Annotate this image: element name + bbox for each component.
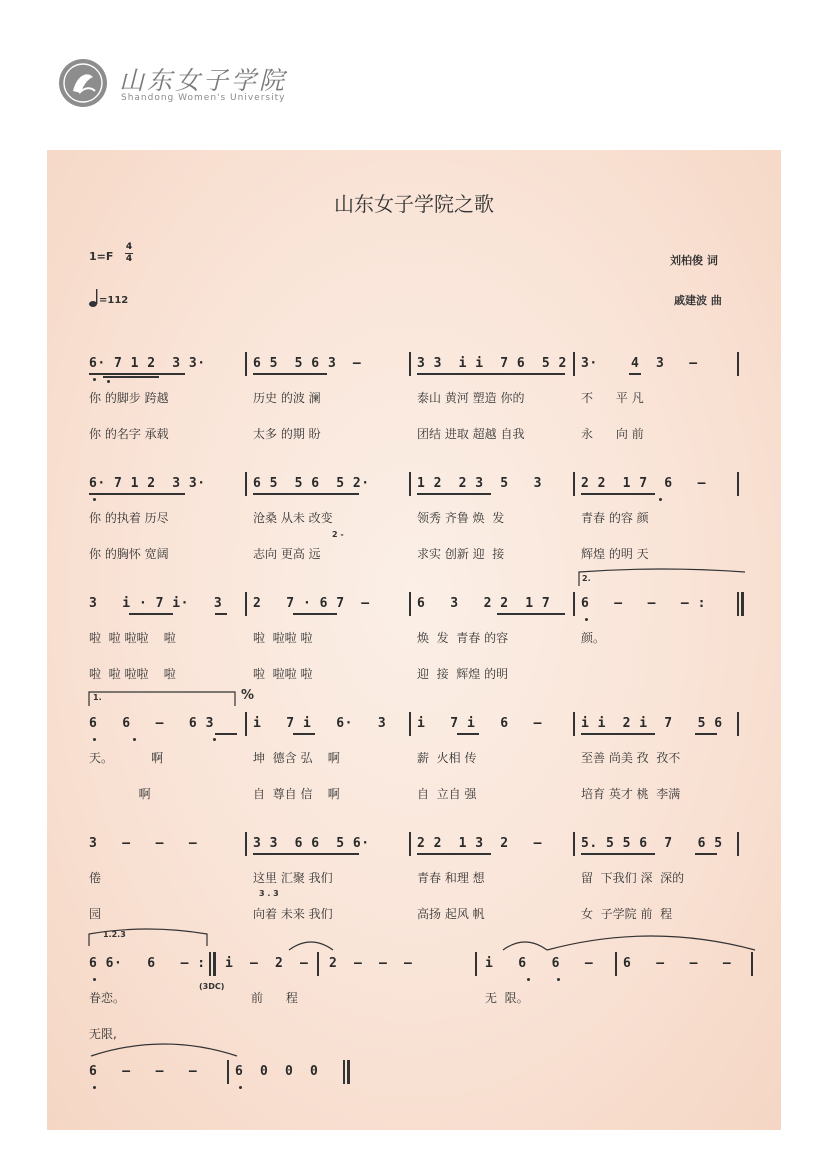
score-sheet [47, 150, 781, 1130]
volta-bracket [87, 688, 237, 708]
lyric-line-1: 不 平 凡 [581, 391, 644, 405]
measure: 6 – – – [623, 956, 732, 971]
lyric-line-2: 太多 的期 盼 [253, 427, 321, 441]
measure: 6 5 5 6 5 2· [253, 476, 370, 491]
lyric-line-2: 园 [89, 907, 102, 921]
lyric-line-1: 领秀 齐鲁 焕 发 [417, 511, 505, 525]
bar-line [409, 832, 411, 856]
university-logo [57, 57, 297, 113]
measure: 3 i · 7 i· 3 [89, 596, 223, 611]
university-seal-icon [57, 57, 109, 109]
low-octave-dot [93, 978, 96, 981]
volta-mark: 1. [93, 693, 102, 702]
lyric-line-2: 迎 接 辉煌 的明 [417, 667, 509, 681]
lyricist-credit: 刘柏俊 词 [670, 254, 718, 267]
logo-english-name: Shandong Women's University [121, 93, 286, 103]
beam-line [215, 613, 227, 615]
tie-arc [89, 1038, 239, 1058]
measure: i 6 6 – [485, 956, 594, 971]
lyric-line-1: 薪 火相 传 [417, 751, 477, 765]
logo-chinese-name: 山东女子学院 [119, 66, 288, 95]
tie-arc [545, 932, 757, 952]
measure: 6 – – – [89, 1064, 198, 1079]
final-bar-line-thick [741, 592, 744, 616]
beam-line [417, 493, 491, 495]
beam-line [695, 853, 717, 855]
beam-line [417, 373, 565, 375]
volta-bracket [577, 568, 747, 588]
beam-line [129, 613, 173, 615]
tempo-mark: =112 [99, 295, 129, 306]
lyric-line-1: 青春 和理 想 [417, 871, 485, 885]
beam-line [89, 373, 185, 375]
lyric-line-1: 颜。 [581, 631, 606, 645]
beam-line [253, 493, 359, 495]
lyric-line-1: 历史 的波 澜 [253, 391, 321, 405]
low-octave-dot [93, 738, 96, 741]
tie-arc [287, 938, 335, 952]
lyric-line-1: 焕 发 青春 的容 [417, 631, 509, 645]
measure: 6 6 – 6 3 [89, 716, 214, 731]
bar-line [245, 592, 247, 616]
beam-line [89, 493, 185, 495]
beam-line [417, 853, 491, 855]
bar-line [245, 712, 247, 736]
lyric-line-1: 你 的执着 历尽 [89, 511, 169, 525]
lyric-line-2: 啦 啦啦 啦 [253, 667, 313, 681]
bar-line [615, 952, 617, 976]
lyric-line-2: 自 尊自 信 啊 [253, 787, 340, 801]
bar-line [573, 352, 575, 376]
lyric-line-1: 至善 尚美 孜 孜不 [581, 751, 681, 765]
lyric-line-2: 培育 英才 桃 李满 [581, 787, 681, 801]
lyric-line-2: 啊 [89, 787, 151, 801]
beam-line [253, 853, 359, 855]
time-signature [125, 243, 133, 264]
volta-mark: 1.2.3 [103, 930, 126, 939]
beam-line [695, 733, 717, 735]
measure: 3 3 6 6 5 6· [253, 836, 370, 851]
lyric-line-1: 泰山 黄河 塑造 你的 [417, 391, 525, 405]
beam-line [581, 853, 655, 855]
segno-mark: % [241, 688, 255, 703]
measure: 2 7 · 6 7 – [253, 596, 370, 611]
bar-line [573, 472, 575, 496]
lyric-line-2: 志向 更高 远 [253, 547, 321, 561]
low-octave-dot [239, 1086, 242, 1089]
song-title: 山东女子学院之歌 [334, 192, 494, 216]
bar-line [573, 832, 575, 856]
beam-line [581, 493, 655, 495]
lyric-line-1: 无 限。 [485, 991, 529, 1005]
lyric-line-1: 倦 [89, 871, 102, 885]
lyric-line-1: 啦 啦 啦啦 啦 [89, 631, 176, 645]
beam-line [457, 733, 479, 735]
low-octave-dot [133, 738, 136, 741]
lyric-line-2: 啦 啦 啦啦 啦 [89, 667, 176, 681]
low-octave-dot [585, 618, 588, 621]
final-bar-line-thick [347, 1060, 350, 1084]
time-signature-bottom: 4 [125, 254, 133, 264]
lyric-line-2: 你 的名字 承载 [89, 427, 169, 441]
dc-mark: (3DC) [199, 982, 225, 991]
variant-note: 3 . 3 [259, 889, 279, 898]
time-signature-top: 4 [125, 242, 133, 252]
variant-note: 2 - [332, 530, 344, 539]
final-bar-line [737, 592, 739, 616]
bar-line [573, 712, 575, 736]
repeat-bar-line [209, 952, 211, 976]
quarter-note-icon [89, 288, 99, 308]
key-signature: 1=F [89, 250, 114, 263]
measure: 3· 4 3 – [581, 356, 698, 371]
bar-line [737, 472, 739, 496]
bar-line [409, 592, 411, 616]
bar-line [475, 952, 477, 976]
lyric-line-1: 青春 的容 颜 [581, 511, 649, 525]
bar-line [573, 592, 575, 616]
measure: i – 2 – [225, 956, 309, 971]
low-octave-dot [527, 978, 530, 981]
repeat-bar-line-thick [213, 952, 216, 976]
volta-mark: 2. [582, 574, 591, 583]
measure: 5. 5 5 6 7 6 5 [581, 836, 723, 851]
bar-line [737, 352, 739, 376]
lyric-line-2: 求实 创新 迎 接 [417, 547, 505, 561]
lyric-line-1: 沧桑 从未 改变 [253, 511, 333, 525]
beam-line [215, 733, 237, 735]
measure: i 7 i 6· 3 [253, 716, 387, 731]
bar-line [737, 712, 739, 736]
beam-line [497, 613, 565, 615]
low-octave-dot [213, 738, 216, 741]
lyric-line-2: 女 子学院 前 程 [581, 907, 673, 921]
lyric-line-1: 这里 汇聚 我们 [253, 871, 333, 885]
bar-line [737, 832, 739, 856]
lyric-line-2: 无限, [89, 1027, 117, 1041]
measure: i 7 i 6 – [417, 716, 542, 731]
lyric-line-1: 留 下我们 深 深的 [581, 871, 685, 885]
lyric-line-1: 坤 德含 弘 啊 [253, 751, 340, 765]
bar-line [409, 712, 411, 736]
lyric-line-2: 向着 未来 我们 [253, 907, 333, 921]
bar-line [409, 472, 411, 496]
lyric-line-1: 眷恋。 [89, 991, 126, 1005]
lyric-line-2: 你 的胸怀 宽阔 [89, 547, 169, 561]
bar-line [317, 952, 319, 976]
measure: 6 5 5 6 3 – [253, 356, 362, 371]
lyric-line-2: 团结 进取 超越 自我 [417, 427, 525, 441]
low-octave-dot [659, 498, 662, 501]
measure: i i 2 i 7 5 6 [581, 716, 723, 731]
beam-line [293, 733, 315, 735]
lyric-line-2: 自 立自 强 [417, 787, 477, 801]
lyric-line-2: 辉煌 的明 天 [581, 547, 649, 561]
bar-line [245, 832, 247, 856]
measure: 6 3 2 2 1 7 [417, 596, 551, 611]
lyric-line-1: 前 程 [251, 991, 298, 1005]
measure: 6 0 0 0 [235, 1064, 319, 1079]
lyric-line-2: 高扬 起风 帆 [417, 907, 485, 921]
bar-line [751, 952, 753, 976]
measure: 6· 7 1 2 3 3· [89, 476, 206, 491]
composer-credit: 戚建波 曲 [674, 294, 722, 307]
tie-arc [501, 938, 549, 952]
measure: 3 3 i i 7 6 5 2 [417, 356, 567, 371]
low-octave-dot [107, 380, 110, 383]
measure: 6· 7 1 2 3 3· [89, 356, 206, 371]
bar-line [245, 472, 247, 496]
lyric-line-2: 永 向 前 [581, 427, 644, 441]
beam-line [581, 733, 655, 735]
lyric-line-1: 你 的脚步 跨越 [89, 391, 169, 405]
low-octave-dot [93, 1086, 96, 1089]
measure: 6 – – – : [581, 596, 706, 611]
measure: 2 2 1 7 6 – [581, 476, 706, 491]
measure: 3 – – – [89, 836, 198, 851]
bar-line [409, 352, 411, 376]
beam-line [253, 373, 327, 375]
measure: 1 2 2 3 5 3 [417, 476, 542, 491]
lyric-line-1: 天。 啊 [89, 751, 164, 765]
low-octave-dot [557, 978, 560, 981]
measure: 2 2 1 3 2 – [417, 836, 542, 851]
low-octave-dot [93, 498, 96, 501]
measure: 2 – – – [329, 956, 413, 971]
beam-line [629, 373, 641, 375]
low-octave-dot [93, 378, 96, 381]
bar-line [245, 352, 247, 376]
measure: 6 6· 6 – : [89, 956, 206, 971]
beam-line [293, 613, 337, 615]
bar-line [227, 1060, 229, 1084]
final-bar-line [343, 1060, 345, 1084]
beam-line [103, 376, 159, 378]
lyric-line-1: 啦 啦啦 啦 [253, 631, 313, 645]
